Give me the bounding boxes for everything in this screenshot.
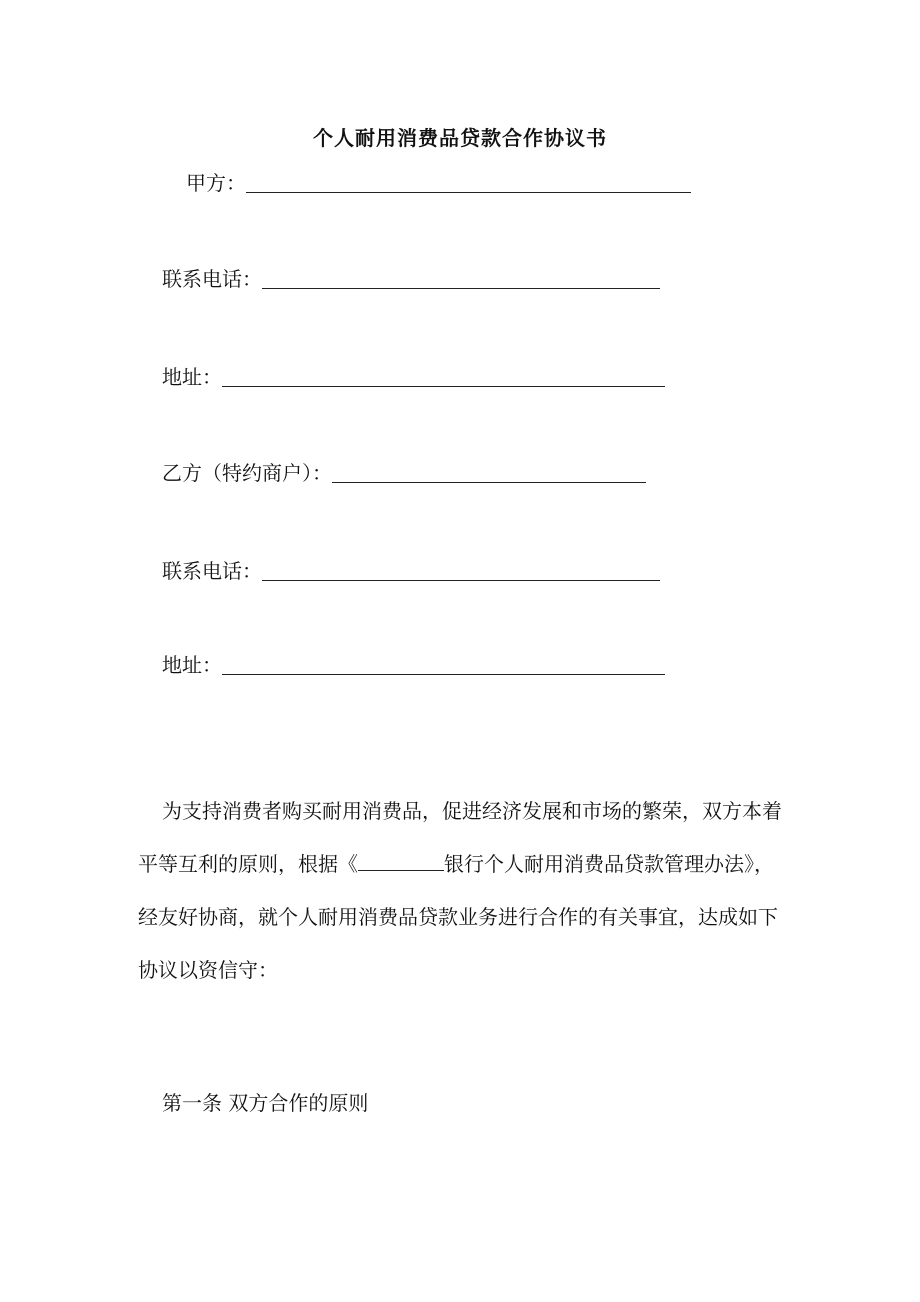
party-b-blank-line bbox=[332, 460, 646, 483]
party-a-phone-label: 联系电话： bbox=[162, 267, 262, 291]
party-b-phone-field bbox=[162, 558, 660, 584]
party-b-phone-blank-line bbox=[262, 558, 660, 581]
party-a-address-field bbox=[162, 364, 665, 390]
party-a-label: 甲方： bbox=[186, 171, 246, 195]
intro-text-part2: 银行个人耐用消费品贷款管理办法》，经友好协商，就个人耐用消费品贷款业务进行合作的有关事宜，达成如下协议以资信守： bbox=[138, 852, 778, 982]
party-a-address-blank-line bbox=[222, 364, 665, 387]
party-a-phone-field bbox=[162, 266, 660, 292]
party-b-address-blank-line bbox=[222, 652, 665, 675]
party-b-address-label: 地址： bbox=[162, 653, 222, 677]
party-b-field bbox=[162, 460, 646, 486]
party-b-label: 乙方（特约商户）： bbox=[162, 461, 332, 485]
party-b-phone-label: 联系电话： bbox=[162, 559, 262, 583]
party-b-address-field bbox=[162, 652, 665, 678]
party-a-address-label: 地址： bbox=[162, 365, 222, 389]
document-title: 个人耐用消费品贷款合作协议书 bbox=[313, 126, 607, 150]
intro-paragraph bbox=[138, 785, 788, 997]
section-1-heading: 第一条 双方合作的原则 bbox=[162, 1091, 369, 1115]
bank-name-blank bbox=[358, 852, 444, 871]
party-a-phone-blank-line bbox=[262, 266, 660, 289]
party-a-field bbox=[186, 170, 691, 196]
party-a-blank-line bbox=[246, 170, 691, 193]
intro-text-part1: 为支持消费者购买耐用消费品，促进经济发展和市场的繁荣，双方本着平等互利的原则，根据《 bbox=[138, 799, 782, 876]
